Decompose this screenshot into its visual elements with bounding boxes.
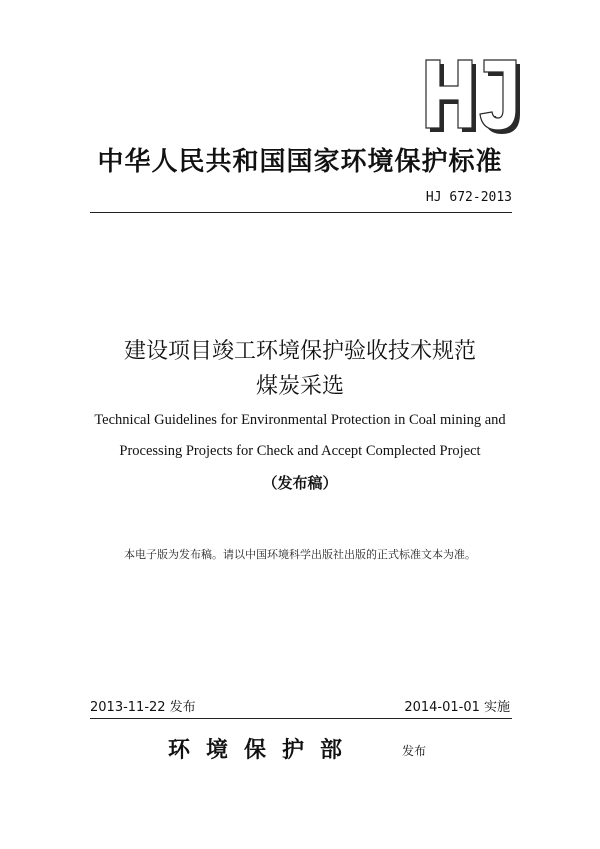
draft-label: （发布稿） [262,474,338,492]
title-cn-line1: 建设项目竣工环境保护验收技术规范 [123,339,476,364]
title-cn-line2: 煤炭采选 [255,374,344,399]
publish-label: 发布 [402,744,427,758]
hj-logo-graphic [424,58,524,138]
standard-number: HJ 672-2013 [425,190,512,205]
edition-notice: 本电子版为发布稿。请以中国环境科学出版社出版的正式标准文本为准。 [124,548,476,561]
footer-divider [90,718,512,719]
logo-text: HJ [424,58,426,59]
issue-date: 2013-11-22 发布 [90,700,196,715]
title-en-line1: Technical Guidelines for Environmental Protection in Coal mining and [94,412,506,428]
ministry-name: 环境保护部 [168,738,359,763]
header-divider [90,212,512,213]
effective-date: 2014-01-01 实施 [404,700,510,715]
org-title: 中华人民共和国国家环境保护标准 [97,147,503,177]
hj-logo [424,58,524,138]
title-en-line2: Processing Projects for Check and Accept Complected Project [119,443,481,459]
